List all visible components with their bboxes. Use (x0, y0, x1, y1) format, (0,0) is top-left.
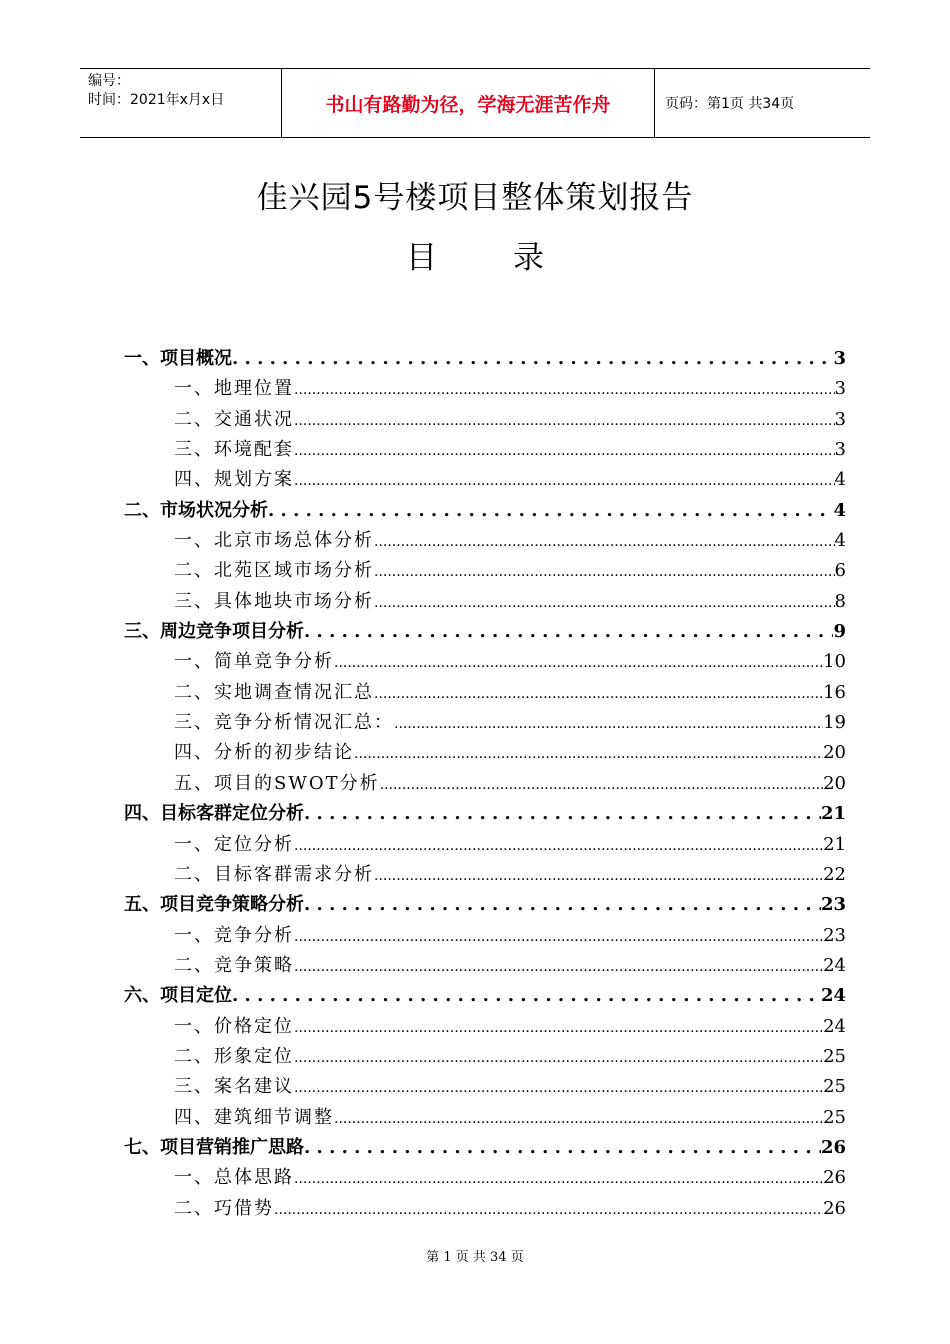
toc-entry-label: 三、竞争分析情况汇总： (174, 712, 394, 734)
page-header (80, 68, 870, 138)
toc-section-entry[interactable] (124, 738, 846, 768)
toc-entry-label: 二、形象定位 (174, 1045, 294, 1067)
toc-leader-dots (334, 647, 823, 678)
toc-entry-label: 二、交通状况 (174, 408, 294, 430)
toc-leader-dots (294, 830, 823, 861)
page-footer: 第 1 页 共 34 页 (426, 1250, 524, 1265)
toc-leader-dots (294, 1042, 823, 1073)
toc-chapter-entry[interactable] (124, 617, 846, 647)
toc-section-entry[interactable] (124, 526, 846, 556)
toc-entry-label: 六、项目定位 (124, 985, 232, 1007)
toc-section-entry[interactable] (124, 1163, 846, 1193)
toc-chapter-entry[interactable] (124, 890, 846, 920)
toc-section-entry[interactable] (124, 1012, 846, 1042)
toc-entry-label: 一、定位分析 (174, 833, 294, 855)
toc-leader-dots (304, 890, 821, 920)
toc-section-entry[interactable] (124, 647, 846, 677)
toc-entry-page: 3 (834, 378, 846, 400)
header-meta (80, 69, 282, 137)
toc-entry-label: 一、简单竞争分析 (174, 651, 334, 673)
toc-section-entry[interactable] (124, 830, 846, 860)
document-title: 佳兴园5号楼项目整体策划报告 (256, 180, 694, 216)
toc-entry-label: 二、实地调查情况汇总 (174, 681, 374, 703)
toc-chapter-entry[interactable] (124, 496, 846, 526)
toc-leader-dots (374, 556, 835, 587)
toc-entry-label: 一、北京市场总体分析 (174, 530, 374, 552)
toc-entry-page: 24 (823, 1015, 846, 1037)
toc-entry-page: 26 (823, 1197, 846, 1219)
toc-entry-page: 25 (823, 1045, 846, 1067)
toc-entry-page: 4 (834, 469, 846, 491)
toc-section-entry[interactable] (124, 435, 846, 465)
toc-section-entry[interactable] (124, 1042, 846, 1072)
toc-entry-page: 26 (823, 1167, 846, 1189)
toc-leader-dots (232, 344, 833, 374)
toc-chapter-entry[interactable] (124, 981, 846, 1011)
header-motto: 书山有路勤为径，学海无涯苦作舟 (282, 69, 655, 137)
toc-entry-page: 20 (823, 772, 846, 794)
toc-entry-page: 3 (833, 348, 846, 369)
toc-leader-dots (304, 799, 821, 829)
toc-leader-dots (304, 1133, 821, 1163)
toc-section-entry[interactable] (124, 1103, 846, 1133)
toc-leader-dots (294, 405, 835, 436)
toc-entry-page: 3 (834, 439, 846, 461)
toc-entry-label: 五、项目的SWOT分析 (174, 772, 380, 794)
toc-entry-label: 二、巧借势 (174, 1197, 274, 1219)
toc-entry-page: 21 (823, 833, 846, 855)
toc-entry-label: 二、竞争策略 (174, 954, 294, 976)
toc-section-entry[interactable] (124, 556, 846, 586)
toc-leader-dots (294, 374, 835, 405)
toc-leader-dots (294, 1163, 823, 1194)
toc-entry-label: 一、价格定位 (174, 1015, 294, 1037)
toc-entry-label: 七、项目营销推广思路 (124, 1136, 304, 1158)
toc-entry-label: 二、目标客群需求分析 (174, 863, 374, 885)
toc-entry-page: 4 (833, 499, 846, 521)
toc-chapter-entry[interactable] (124, 1133, 846, 1163)
toc-leader-dots (294, 465, 835, 496)
toc-entry-page: 24 (820, 985, 846, 1007)
toc-entry-page: 6 (834, 560, 846, 582)
toc-chapter-entry[interactable] (124, 799, 846, 829)
toc-entry-page: 16 (823, 681, 846, 703)
toc-entry-label: 一、地理位置 (174, 378, 294, 400)
toc-section-entry[interactable] (124, 678, 846, 708)
toc-entry-label: 五、项目竞争策略分析 (124, 894, 304, 916)
toc-entry-page: 19 (823, 712, 846, 734)
toc-leader-dots (394, 708, 823, 739)
toc-leader-dots (354, 738, 823, 769)
toc-section-entry[interactable] (124, 374, 846, 404)
toc-section-entry[interactable] (124, 769, 846, 799)
table-of-contents (124, 344, 846, 1224)
toc-leader-dots (294, 1012, 823, 1043)
toc-entry-page: 26 (820, 1136, 846, 1158)
toc-section-entry[interactable] (124, 951, 846, 981)
toc-entry-label: 一、项目概况 (124, 348, 232, 369)
toc-entry-label: 三、周边竞争项目分析 (124, 621, 304, 643)
toc-entry-label: 四、目标客群定位分析 (124, 803, 304, 825)
toc-section-entry[interactable] (124, 405, 846, 435)
document-time-label: 时间：2021年x月x日 (88, 92, 225, 108)
header-page-info: 页码：第1页 共34页 (665, 96, 795, 112)
toc-entry-page: 24 (823, 954, 846, 976)
toc-entry-label: 三、环境配套 (174, 439, 294, 461)
toc-entry-page: 3 (834, 408, 846, 430)
toc-entry-label: 一、总体思路 (174, 1167, 294, 1189)
toc-section-entry[interactable] (124, 1072, 846, 1102)
toc-leader-dots (374, 860, 823, 891)
toc-entry-page: 23 (823, 924, 846, 946)
toc-section-entry[interactable] (124, 587, 846, 617)
toc-leader-dots (380, 769, 823, 800)
toc-leader-dots (268, 496, 833, 526)
toc-entry-label: 四、分析的初步结论 (174, 742, 354, 764)
toc-leader-dots (374, 587, 835, 618)
toc-section-entry[interactable] (124, 860, 846, 890)
toc-entry-label: 三、具体地块市场分析 (174, 590, 374, 612)
toc-entry-label: 一、竞争分析 (174, 924, 294, 946)
toc-leader-dots (374, 678, 823, 709)
toc-leader-dots (304, 617, 833, 647)
toc-leader-dots (374, 526, 835, 557)
toc-leader-dots (232, 981, 821, 1011)
document-number-label: 编号： (88, 73, 130, 89)
toc-entry-page: 20 (823, 742, 846, 764)
toc-entry-label: 二、市场状况分析 (124, 499, 268, 521)
toc-heading: 目录 (406, 240, 620, 276)
toc-entry-page: 8 (834, 590, 846, 612)
toc-leader-dots (294, 1072, 823, 1103)
toc-entry-page: 4 (834, 530, 846, 552)
toc-leader-dots (294, 951, 823, 982)
toc-section-entry[interactable] (124, 1194, 846, 1224)
toc-entry-label: 四、建筑细节调整 (174, 1106, 334, 1128)
toc-section-entry[interactable] (124, 708, 846, 738)
toc-entry-page: 9 (833, 621, 846, 643)
toc-leader-dots (294, 435, 835, 466)
toc-section-entry[interactable] (124, 921, 846, 951)
toc-entry-page: 25 (823, 1106, 846, 1128)
toc-leader-dots (334, 1103, 823, 1134)
toc-entry-label: 四、规划方案 (174, 469, 294, 491)
toc-entry-page: 25 (823, 1076, 846, 1098)
toc-entry-label: 二、北苑区域市场分析 (174, 560, 374, 582)
toc-entry-page: 10 (823, 651, 846, 673)
toc-leader-dots (294, 921, 823, 952)
toc-chapter-entry[interactable] (124, 344, 846, 374)
toc-leader-dots (274, 1194, 823, 1225)
toc-section-entry[interactable] (124, 465, 846, 495)
toc-entry-page: 23 (820, 894, 846, 916)
toc-entry-page: 22 (823, 863, 846, 885)
toc-entry-label: 三、案名建议 (174, 1076, 294, 1098)
toc-entry-page: 21 (820, 803, 846, 825)
